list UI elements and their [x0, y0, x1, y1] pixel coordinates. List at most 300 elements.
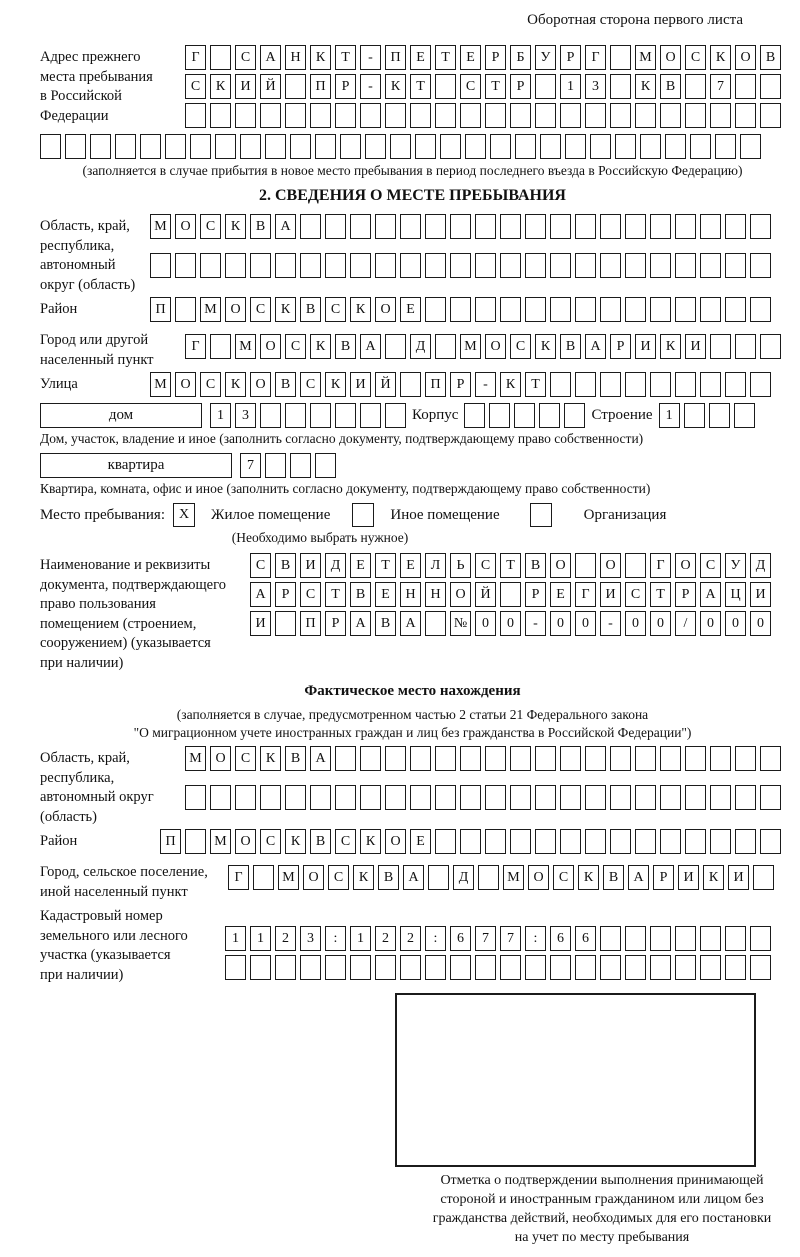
char-box[interactable]: П [150, 297, 171, 322]
char-box[interactable] [425, 253, 446, 278]
char-box[interactable]: О [600, 553, 621, 578]
char-box[interactable]: Т [650, 582, 671, 607]
char-box[interactable]: М [210, 829, 231, 854]
char-box[interactable]: Г [185, 45, 206, 70]
char-box[interactable]: И [685, 334, 706, 359]
char-box[interactable] [525, 253, 546, 278]
char-box[interactable] [325, 214, 346, 239]
char-box[interactable] [400, 955, 421, 980]
char-box[interactable] [550, 955, 571, 980]
char-box[interactable]: А [400, 611, 421, 636]
char-box[interactable] [710, 334, 731, 359]
char-box[interactable] [435, 785, 456, 810]
char-box[interactable] [465, 134, 486, 159]
char-box[interactable]: Е [400, 297, 421, 322]
char-box[interactable]: С [200, 214, 221, 239]
char-box[interactable]: В [285, 746, 306, 771]
char-box[interactable]: Р [510, 74, 531, 99]
char-box[interactable]: П [425, 372, 446, 397]
char-box[interactable]: О [450, 582, 471, 607]
char-box[interactable]: - [475, 372, 496, 397]
char-box[interactable] [375, 253, 396, 278]
char-box[interactable]: М [200, 297, 221, 322]
char-box[interactable]: О [385, 829, 406, 854]
char-box[interactable]: 7 [475, 926, 496, 951]
char-box[interactable] [660, 103, 681, 128]
char-box[interactable] [310, 785, 331, 810]
char-box[interactable] [640, 134, 661, 159]
char-box[interactable]: В [378, 865, 399, 890]
char-box[interactable] [310, 103, 331, 128]
char-box[interactable] [635, 785, 656, 810]
char-box[interactable]: О [250, 372, 271, 397]
char-box[interactable] [585, 103, 606, 128]
char-box[interactable]: Г [575, 582, 596, 607]
char-box[interactable]: И [235, 74, 256, 99]
char-box[interactable] [610, 829, 631, 854]
char-box[interactable]: С [260, 829, 281, 854]
char-box[interactable] [385, 746, 406, 771]
char-box[interactable]: В [525, 553, 546, 578]
char-box[interactable]: С [553, 865, 574, 890]
char-box[interactable]: Р [450, 372, 471, 397]
char-box[interactable] [460, 103, 481, 128]
char-box[interactable] [175, 253, 196, 278]
char-box[interactable] [335, 785, 356, 810]
char-box[interactable] [265, 134, 286, 159]
char-box[interactable] [575, 214, 596, 239]
char-box[interactable]: Д [410, 334, 431, 359]
char-box[interactable]: 7 [240, 453, 261, 478]
char-box[interactable] [275, 253, 296, 278]
char-box[interactable]: В [250, 214, 271, 239]
char-box[interactable]: 1 [350, 926, 371, 951]
char-box[interactable] [750, 372, 771, 397]
char-box[interactable] [385, 403, 406, 428]
char-box[interactable] [464, 403, 485, 428]
char-box[interactable] [290, 134, 311, 159]
char-box[interactable]: С [250, 297, 271, 322]
char-box[interactable] [215, 134, 236, 159]
char-box[interactable] [335, 403, 356, 428]
char-box[interactable] [514, 403, 535, 428]
char-box[interactable] [600, 297, 621, 322]
char-box[interactable] [750, 297, 771, 322]
char-box[interactable]: У [725, 553, 746, 578]
char-box[interactable] [635, 829, 656, 854]
char-box[interactable]: Т [325, 582, 346, 607]
char-box[interactable] [485, 829, 506, 854]
char-box[interactable] [400, 253, 421, 278]
char-box[interactable] [725, 214, 746, 239]
char-box[interactable] [700, 214, 721, 239]
char-box[interactable] [525, 955, 546, 980]
char-box[interactable]: Т [525, 372, 546, 397]
char-box[interactable] [535, 785, 556, 810]
char-box[interactable]: Т [485, 74, 506, 99]
char-box[interactable] [450, 955, 471, 980]
char-box[interactable]: К [310, 45, 331, 70]
char-box[interactable] [665, 134, 686, 159]
char-box[interactable] [700, 926, 721, 951]
char-box[interactable] [500, 214, 521, 239]
char-box[interactable]: К [285, 829, 306, 854]
char-box[interactable]: О [210, 746, 231, 771]
char-box[interactable] [625, 297, 646, 322]
char-box[interactable] [685, 785, 706, 810]
char-box[interactable]: 2 [400, 926, 421, 951]
char-box[interactable] [235, 103, 256, 128]
char-box[interactable]: Р [325, 611, 346, 636]
char-box[interactable]: Е [375, 582, 396, 607]
char-box[interactable]: С [335, 829, 356, 854]
char-box[interactable] [550, 214, 571, 239]
char-box[interactable] [485, 746, 506, 771]
char-box[interactable]: М [150, 372, 171, 397]
char-box[interactable]: - [525, 611, 546, 636]
char-box[interactable] [600, 926, 621, 951]
char-box[interactable]: М [185, 746, 206, 771]
char-box[interactable] [485, 103, 506, 128]
char-box[interactable] [500, 582, 521, 607]
char-box[interactable] [685, 74, 706, 99]
char-box[interactable] [435, 746, 456, 771]
char-box[interactable]: О [260, 334, 281, 359]
char-box[interactable] [560, 785, 581, 810]
char-box[interactable] [285, 403, 306, 428]
char-box[interactable] [675, 955, 696, 980]
char-box[interactable] [400, 214, 421, 239]
char-box[interactable]: С [685, 45, 706, 70]
char-box[interactable]: И [300, 553, 321, 578]
char-box[interactable] [460, 785, 481, 810]
char-box[interactable] [390, 134, 411, 159]
char-box[interactable] [575, 372, 596, 397]
char-box[interactable]: 1 [659, 403, 680, 428]
char-box[interactable] [475, 253, 496, 278]
char-box[interactable] [635, 746, 656, 771]
char-box[interactable]: - [600, 611, 621, 636]
char-box[interactable] [625, 926, 646, 951]
char-box[interactable] [350, 955, 371, 980]
char-box[interactable] [185, 785, 206, 810]
char-box[interactable]: В [310, 829, 331, 854]
char-box[interactable] [240, 134, 261, 159]
char-box[interactable] [360, 746, 381, 771]
char-box[interactable]: Й [260, 74, 281, 99]
char-box[interactable]: К [660, 334, 681, 359]
char-box[interactable] [710, 829, 731, 854]
char-box[interactable]: О [225, 297, 246, 322]
char-box[interactable] [90, 134, 111, 159]
char-box[interactable] [625, 553, 646, 578]
char-box[interactable] [485, 785, 506, 810]
char-box[interactable] [650, 253, 671, 278]
char-box[interactable]: И [678, 865, 699, 890]
char-box[interactable]: Г [185, 334, 206, 359]
char-box[interactable] [400, 372, 421, 397]
char-box[interactable]: Н [285, 45, 306, 70]
char-box[interactable] [550, 297, 571, 322]
char-box[interactable]: Д [750, 553, 771, 578]
char-box[interactable]: 0 [550, 611, 571, 636]
char-box[interactable]: О [735, 45, 756, 70]
char-box[interactable]: 1 [560, 74, 581, 99]
char-box[interactable] [685, 746, 706, 771]
char-box[interactable]: В [660, 74, 681, 99]
char-box[interactable]: О [175, 372, 196, 397]
char-box[interactable]: К [350, 297, 371, 322]
char-box[interactable]: 0 [650, 611, 671, 636]
char-box[interactable] [734, 403, 755, 428]
char-box[interactable] [385, 103, 406, 128]
char-box[interactable] [610, 746, 631, 771]
apartment-type-box[interactable]: квартира [40, 453, 232, 478]
char-box[interactable]: У [535, 45, 556, 70]
char-box[interactable] [435, 74, 456, 99]
char-box[interactable] [735, 334, 756, 359]
char-box[interactable] [625, 372, 646, 397]
char-box[interactable]: В [760, 45, 781, 70]
char-box[interactable] [365, 134, 386, 159]
char-box[interactable] [115, 134, 136, 159]
char-box[interactable] [525, 297, 546, 322]
char-box[interactable] [300, 955, 321, 980]
char-box[interactable]: / [675, 611, 696, 636]
char-box[interactable]: К [325, 372, 346, 397]
char-box[interactable] [475, 297, 496, 322]
char-box[interactable] [325, 253, 346, 278]
char-box[interactable]: 3 [585, 74, 606, 99]
char-box[interactable]: 0 [625, 611, 646, 636]
char-box[interactable] [675, 372, 696, 397]
char-box[interactable]: 2 [275, 926, 296, 951]
char-box[interactable] [525, 214, 546, 239]
char-box[interactable] [425, 955, 446, 980]
char-box[interactable]: К [353, 865, 374, 890]
char-box[interactable]: П [160, 829, 181, 854]
char-box[interactable] [575, 253, 596, 278]
char-box[interactable]: А [350, 611, 371, 636]
char-box[interactable]: А [310, 746, 331, 771]
char-box[interactable] [300, 253, 321, 278]
char-box[interactable]: С [625, 582, 646, 607]
char-box[interactable]: О [528, 865, 549, 890]
char-box[interactable]: 0 [475, 611, 496, 636]
char-box[interactable] [675, 297, 696, 322]
char-box[interactable]: К [500, 372, 521, 397]
char-box[interactable] [735, 103, 756, 128]
char-box[interactable] [535, 74, 556, 99]
char-box[interactable]: К [535, 334, 556, 359]
char-box[interactable]: Т [410, 74, 431, 99]
char-box[interactable] [625, 955, 646, 980]
char-box[interactable] [250, 253, 271, 278]
char-box[interactable] [300, 214, 321, 239]
char-box[interactable]: : [525, 926, 546, 951]
char-box[interactable]: К [385, 74, 406, 99]
char-box[interactable]: Е [350, 553, 371, 578]
char-box[interactable] [650, 297, 671, 322]
char-box[interactable] [275, 955, 296, 980]
char-box[interactable]: А [403, 865, 424, 890]
char-box[interactable] [185, 829, 206, 854]
char-box[interactable] [610, 103, 631, 128]
char-box[interactable] [210, 45, 231, 70]
char-box[interactable]: К [360, 829, 381, 854]
char-box[interactable]: О [485, 334, 506, 359]
char-box[interactable]: Д [453, 865, 474, 890]
char-box[interactable] [510, 785, 531, 810]
char-box[interactable]: А [360, 334, 381, 359]
char-box[interactable]: С [250, 553, 271, 578]
char-box[interactable] [625, 253, 646, 278]
char-box[interactable] [260, 785, 281, 810]
char-box[interactable]: : [425, 926, 446, 951]
char-box[interactable]: К [703, 865, 724, 890]
char-box[interactable] [760, 334, 781, 359]
char-box[interactable]: К [225, 372, 246, 397]
char-box[interactable] [725, 955, 746, 980]
char-box[interactable] [660, 785, 681, 810]
char-box[interactable] [490, 134, 511, 159]
char-box[interactable]: М [635, 45, 656, 70]
char-box[interactable] [335, 746, 356, 771]
char-box[interactable] [275, 611, 296, 636]
char-box[interactable]: М [503, 865, 524, 890]
char-box[interactable]: П [300, 611, 321, 636]
char-box[interactable] [650, 926, 671, 951]
char-box[interactable] [760, 785, 781, 810]
char-box[interactable]: К [275, 297, 296, 322]
char-box[interactable] [635, 103, 656, 128]
char-box[interactable] [600, 372, 621, 397]
char-box[interactable] [650, 955, 671, 980]
char-box[interactable] [735, 829, 756, 854]
char-box[interactable]: В [335, 334, 356, 359]
char-box[interactable] [253, 865, 274, 890]
char-box[interactable]: С [325, 297, 346, 322]
char-box[interactable] [375, 955, 396, 980]
char-box[interactable] [625, 214, 646, 239]
char-box[interactable] [200, 253, 221, 278]
char-box[interactable]: П [310, 74, 331, 99]
char-box[interactable] [475, 955, 496, 980]
char-box[interactable]: В [275, 553, 296, 578]
char-box[interactable] [40, 134, 61, 159]
char-box[interactable] [585, 746, 606, 771]
char-box[interactable] [565, 134, 586, 159]
char-box[interactable] [550, 253, 571, 278]
char-box[interactable]: № [450, 611, 471, 636]
char-box[interactable] [489, 403, 510, 428]
char-box[interactable]: 7 [710, 74, 731, 99]
char-box[interactable] [515, 134, 536, 159]
char-box[interactable] [478, 865, 499, 890]
char-box[interactable]: А [260, 45, 281, 70]
char-box[interactable] [685, 103, 706, 128]
char-box[interactable] [660, 746, 681, 771]
char-box[interactable]: И [350, 372, 371, 397]
char-box[interactable]: 0 [575, 611, 596, 636]
char-box[interactable]: К [210, 74, 231, 99]
char-box[interactable] [425, 214, 446, 239]
char-box[interactable] [700, 372, 721, 397]
char-box[interactable]: А [700, 582, 721, 607]
char-box[interactable]: О [375, 297, 396, 322]
char-box[interactable]: О [660, 45, 681, 70]
char-box[interactable]: О [235, 829, 256, 854]
char-box[interactable]: Р [560, 45, 581, 70]
char-box[interactable]: К [578, 865, 599, 890]
char-box[interactable] [510, 829, 531, 854]
char-box[interactable]: С [460, 74, 481, 99]
char-box[interactable] [450, 214, 471, 239]
char-box[interactable]: Н [400, 582, 421, 607]
char-box[interactable] [510, 746, 531, 771]
char-box[interactable] [460, 829, 481, 854]
char-box[interactable] [735, 74, 756, 99]
char-box[interactable] [360, 103, 381, 128]
char-box[interactable] [750, 926, 771, 951]
char-box[interactable] [340, 134, 361, 159]
char-box[interactable] [675, 253, 696, 278]
char-box[interactable]: В [560, 334, 581, 359]
char-box[interactable] [500, 253, 521, 278]
char-box[interactable]: М [150, 214, 171, 239]
char-box[interactable] [760, 746, 781, 771]
char-box[interactable] [700, 955, 721, 980]
char-box[interactable]: В [375, 611, 396, 636]
char-box[interactable] [600, 214, 621, 239]
char-box[interactable]: Р [335, 74, 356, 99]
char-box[interactable]: В [603, 865, 624, 890]
char-box[interactable]: 0 [700, 611, 721, 636]
char-box[interactable]: 6 [575, 926, 596, 951]
char-box[interactable] [710, 785, 731, 810]
char-box[interactable] [410, 746, 431, 771]
char-box[interactable] [385, 785, 406, 810]
char-box[interactable] [535, 829, 556, 854]
char-box[interactable]: 0 [725, 611, 746, 636]
char-box[interactable] [710, 103, 731, 128]
char-box[interactable]: 7 [500, 926, 521, 951]
char-box[interactable] [425, 611, 446, 636]
char-box[interactable] [750, 214, 771, 239]
char-box[interactable]: К [310, 334, 331, 359]
char-box[interactable] [315, 453, 336, 478]
char-box[interactable] [310, 403, 331, 428]
char-box[interactable]: С [700, 553, 721, 578]
char-box[interactable]: С [475, 553, 496, 578]
char-box[interactable]: Е [460, 45, 481, 70]
char-box[interactable]: Р [485, 45, 506, 70]
char-box[interactable]: 0 [500, 611, 521, 636]
char-box[interactable]: Г [585, 45, 606, 70]
char-box[interactable] [685, 829, 706, 854]
char-box[interactable] [560, 829, 581, 854]
char-box[interactable]: Ц [725, 582, 746, 607]
char-box[interactable] [725, 372, 746, 397]
char-box[interactable] [360, 785, 381, 810]
char-box[interactable] [600, 253, 621, 278]
char-box[interactable] [250, 955, 271, 980]
char-box[interactable] [540, 134, 561, 159]
char-box[interactable] [290, 453, 311, 478]
char-box[interactable] [675, 214, 696, 239]
char-box[interactable]: С [300, 372, 321, 397]
char-box[interactable] [315, 134, 336, 159]
